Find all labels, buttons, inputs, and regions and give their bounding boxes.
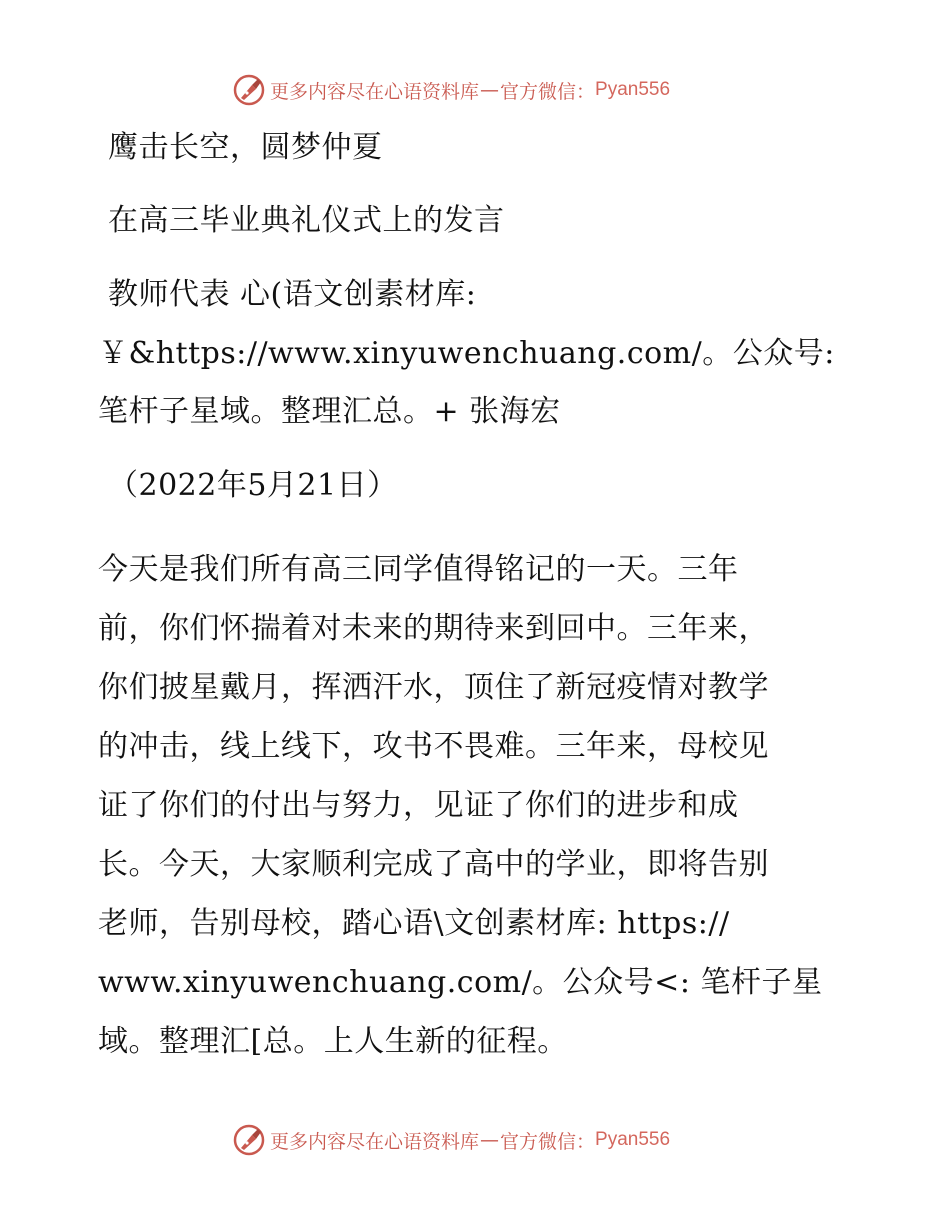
pen-nib-logo-icon [232,73,266,107]
paragraph-line: 老师，告别母校，踏心语\文创素材库: https:// [98,906,730,941]
paragraph-line: 今天是我们所有高三同学值得铭记的一天。三年 [98,552,739,587]
speech-date: （2022年5月21日） [108,468,398,503]
paragraph-line: 你们披星戴月，挥洒汗水，顶住了新冠疫情对教学 [98,670,769,705]
footer-wechat-id: Pyan556 [595,1129,671,1150]
paragraph-line: 长。今天，大家顺利完成了高中的学业，即将告别 [98,847,769,882]
footer-banner-text: 更多内容尽在心语资料库 [270,1130,480,1153]
footer-banner [232,1122,732,1158]
pen-nib-logo-icon [232,1123,266,1157]
speaker-line-1: 教师代表 心(语文创素材库: [108,277,477,312]
header-wechat-label: 官方微信： [500,80,596,103]
header-banner [232,72,732,108]
header-wechat-id: Pyan556 [595,79,671,100]
paragraph-line: 前，你们怀揣着对未来的期待来到回中。三年来， [98,611,769,646]
footer-banner-dash: — [480,1129,500,1151]
speaker-line-2: ￥&https://www.xinyuwenchuang.com/。公众号: [98,336,835,371]
doc-subtitle: 在高三毕业典礼仪式上的发言 [108,203,505,238]
speech-paragraph [98,540,858,1071]
speaker-line-3: 笔杆子星域。整理汇总。+ 张海宏 [98,394,561,429]
header-banner-dash: — [480,79,500,101]
paragraph-line: 域。整理汇[总。上人生新的征程。 [98,1024,568,1059]
doc-title: 鹰击长空，圆梦仲夏 [108,130,383,165]
paragraph-line: www.xinyuwenchuang.com/。公众号<: 笔杆子星 [98,965,823,1000]
paragraph-line: 证了你们的付出与努力，见证了你们的进步和成 [98,788,739,823]
footer-wechat-label: 官方微信： [500,1130,596,1153]
header-banner-text: 更多内容尽在心语资料库 [270,80,480,103]
paragraph-line: 的冲击，线上线下，攻书不畏难。三年来，母校见 [98,729,769,764]
